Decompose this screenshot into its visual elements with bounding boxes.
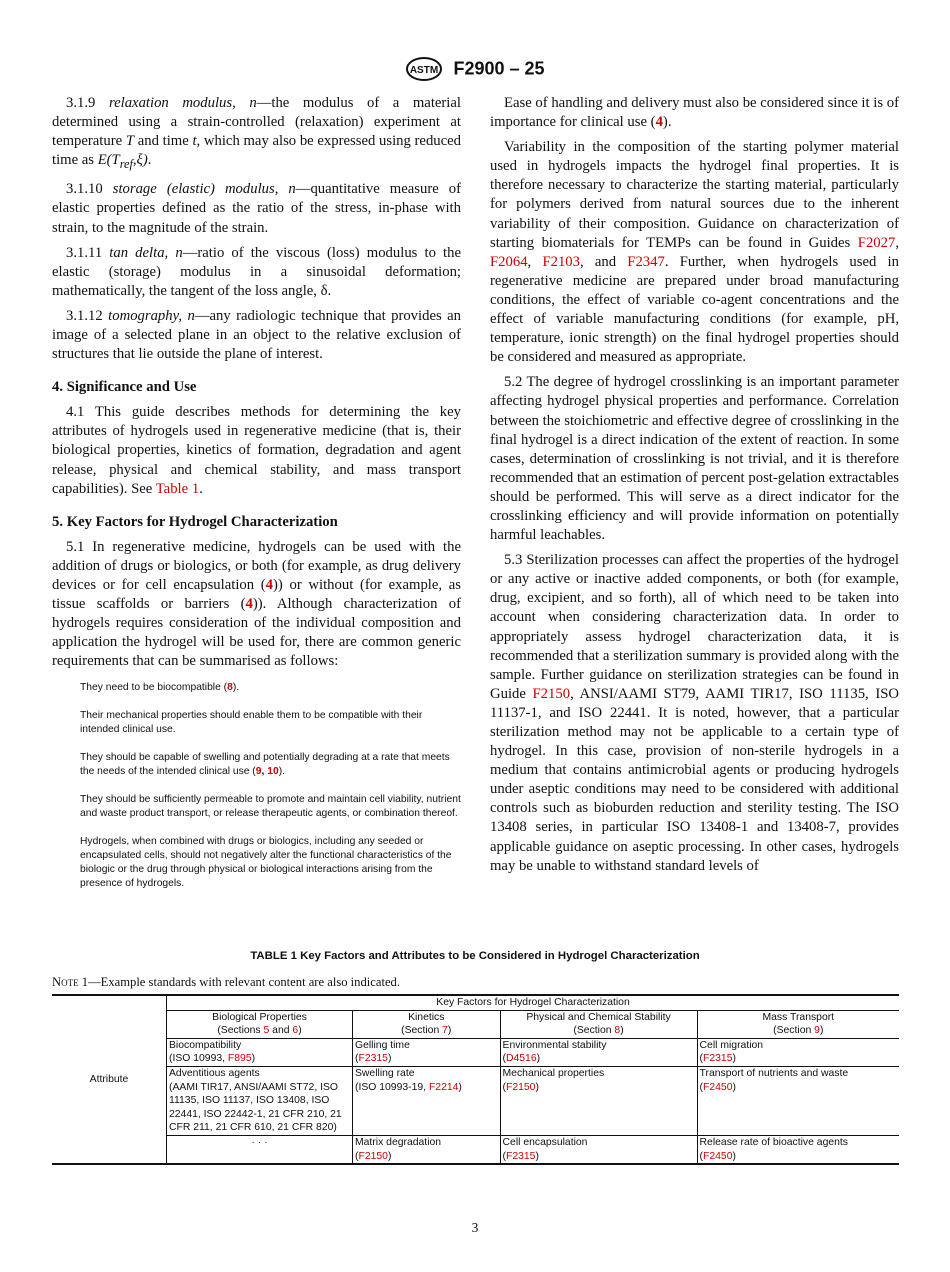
standard-link[interactable]: 7 xyxy=(442,1025,448,1037)
key-factors-table xyxy=(52,994,899,1165)
text-run: Mechanical properties xyxy=(502,1067,605,1079)
standard-link[interactable]: F2450 xyxy=(703,1150,733,1162)
table-cell xyxy=(697,1066,899,1135)
paragraph xyxy=(490,94,899,132)
column-header xyxy=(353,1010,501,1038)
text-run: ( xyxy=(699,1081,704,1093)
text-run: and xyxy=(269,1025,293,1037)
reference-link[interactable]: 8 xyxy=(227,682,233,694)
text-run: —quantitative measure of elastic properties defined as the ratio of the stress, in-phase with strain, to the magnitude of the strain. xyxy=(52,181,461,236)
paragraph xyxy=(52,244,461,301)
text-run: Environmental stability xyxy=(502,1039,607,1051)
italic-term: tomography, n xyxy=(108,307,195,324)
table-cell xyxy=(500,1066,697,1135)
page-number: 3 xyxy=(471,1220,479,1235)
text-run: ( xyxy=(699,1150,704,1162)
paragraph xyxy=(52,94,461,174)
text-run: ). xyxy=(278,766,285,778)
paragraph xyxy=(490,373,899,545)
text-run: ( xyxy=(502,1150,506,1162)
table-cell xyxy=(167,1066,353,1135)
text-run: , xyxy=(895,234,899,251)
text-run: and time xyxy=(134,133,193,150)
right-column xyxy=(490,94,899,882)
text-run: , xyxy=(527,253,543,270)
text-run: ) xyxy=(535,1150,539,1162)
standard-link[interactable]: 6 xyxy=(292,1025,299,1037)
text-run: ) xyxy=(387,1150,392,1162)
paragraph xyxy=(52,403,461,498)
italic-term: ,ξ) xyxy=(132,152,148,169)
list-item xyxy=(80,793,461,821)
text-run: (ISO 10993-19, xyxy=(355,1081,429,1093)
table-cell xyxy=(500,1135,697,1164)
text-run: 4. Significance and Use xyxy=(52,379,197,396)
table-row xyxy=(52,1135,899,1164)
paragraph xyxy=(52,180,461,237)
text-run: ) xyxy=(298,1025,302,1037)
text-run: ) xyxy=(732,1053,736,1065)
standard-link[interactable]: F2150 xyxy=(532,685,571,702)
row-label-attribute: Attribute xyxy=(52,995,167,1164)
column-header xyxy=(697,1010,899,1038)
text-run: . xyxy=(199,480,203,497)
italic-term: relaxation modulus, n xyxy=(108,95,257,111)
standard-link[interactable]: F2027 xyxy=(857,234,896,251)
standard-link[interactable]: F895 xyxy=(227,1053,252,1065)
column-header xyxy=(500,1010,697,1038)
note-label: Note 1 xyxy=(52,975,89,989)
text-run: They should be sufficiently permeable to promote and maintain cell viability, nutrient and waste product transport, or release therapeutic agents, or combination thereof. xyxy=(80,794,461,820)
text-run: Kinetics xyxy=(408,1011,445,1023)
text-run: ) xyxy=(447,1025,452,1037)
paragraph xyxy=(52,538,461,672)
section-heading xyxy=(52,513,461,532)
text-run: ( xyxy=(699,1053,704,1065)
italic-term: storage (elastic) modulus, n xyxy=(112,181,296,198)
text-run: . Further, when hydrogels used in regenerative medicine are prepared under broad manufacturing conditions, the effect of variable co-agent concentrations and the effect of variable manufacturing conditions (for example, pH, temperature, ionic strength) on the final hydrogel properties should be considered and measured as appropriate. xyxy=(490,253,899,366)
text-run: ) xyxy=(620,1025,624,1037)
text-run: 5.2 The degree of hydrogel crosslinking is an important parameter affecting hydrogel physical properties and performance. Correlation between the stoichiometric and effective degree of crosslinking in the final hydrogel is a direct indication of the extent of reaction. In some cases, determination of crosslinking is not trivial, and it is therefore recommended that an estimation of percent post-gelation extractables should be performed. This will serve as a direct indicator for the crosslinking efficiency and will provide information on potentially harmful leachables. xyxy=(490,374,899,544)
text-run: ). xyxy=(232,682,240,694)
table-cell xyxy=(697,1135,899,1164)
table-cell xyxy=(167,1135,353,1164)
text-run: Cell migration xyxy=(699,1039,764,1051)
table-cell xyxy=(500,1038,697,1066)
standard-link[interactable]: 8 xyxy=(614,1025,621,1037)
svg-text:ASTM: ASTM xyxy=(410,65,439,76)
list-item xyxy=(80,681,461,695)
text-run: )). Although characterization of hydrogels requires consideration of the individual composition and application the hydrogel will be used for, there are common generic requirements that can be summarised as follows: xyxy=(52,596,462,670)
page-header xyxy=(0,56,950,82)
text-run: 5. Key Factors for Hydrogel Characterization xyxy=(52,513,338,530)
paragraph xyxy=(490,138,899,367)
standard-link[interactable]: F2214 xyxy=(428,1081,459,1093)
text-run: (ISO 10993, xyxy=(169,1053,228,1065)
text-run: Gelling time xyxy=(355,1039,410,1051)
reference-link[interactable]: 4 xyxy=(265,577,274,593)
text-run: ( xyxy=(502,1053,506,1065)
list-item xyxy=(80,835,461,891)
section-heading xyxy=(52,378,461,397)
reference-link[interactable]: 9 xyxy=(255,766,262,778)
text-run: · · · xyxy=(251,1136,268,1148)
standard-link[interactable]: F2103 xyxy=(542,253,580,270)
text-run: (AAMI TIR17, ANSI/AAMI ST72, ISO 11135, ISO 11137, ISO 13408, ISO 22441, ISO 22442-1, 21 CFR 210, 21 CFR 211, 21 CFR 610, 21 CFR 820) xyxy=(169,1081,342,1134)
requirements-list xyxy=(80,681,461,891)
text-run: Biocompatibility xyxy=(169,1039,242,1051)
group-header: Key Factors for Hydrogel Characterization xyxy=(167,995,900,1010)
italic-term: E(T xyxy=(97,152,120,169)
text-run: —the modulus of a material determined using a strain-controlled (relaxation) experiment at temperature xyxy=(52,95,461,150)
table-row xyxy=(52,1038,899,1066)
text-run: ) xyxy=(732,1081,736,1093)
text-run: 4.1 This guide describes methods for determining the key attributes of hydrogels used in regenerative medicine (that is, their biological properties, kinetics of formation, degradation and agent release, physical and chemical stability, and mass transport capabilities). See xyxy=(52,404,461,497)
astm-logo-icon xyxy=(405,56,443,82)
text-run: Their mechanical properties should enable them to be compatible with their intended clinical use. xyxy=(80,710,423,736)
standard-link[interactable]: F2347 xyxy=(627,253,665,270)
italic-term: t xyxy=(192,133,197,150)
text-run: Swelling rate xyxy=(355,1067,415,1079)
text-run: , ANSI/AAMI ST79, AAMI TIR17, ISO 11135, ISO 11137-1, and ISO 22441. It is noted, however, that a particular sterilization method may not be applicable to a certain type of hydrogel. In this case, provision of non-sterile hydrogels in a medium that contains antimicrobial agents or producing hydrogels under aseptic conditions may need to be considered with additional controls such as bioburden reduction and sterility testing. The ISO 13408 series, in particular ISO 13408-1 and 13408-7, provides applicable guidance on aseptic processing. In other cases, hydrogels may be unable to withstand standard levels of xyxy=(490,685,899,874)
standard-link[interactable]: F2150 xyxy=(358,1150,388,1162)
text-run: Release rate of bioactive agents xyxy=(699,1136,848,1148)
table-cell xyxy=(353,1066,501,1135)
text-run: ) xyxy=(536,1053,541,1065)
text-run: Physical and Chemical Stability xyxy=(526,1011,671,1023)
note-text: —Example standards with relevant content are also indicated. xyxy=(88,975,400,989)
text-run: ) xyxy=(732,1150,736,1162)
text-run: Cell encapsulation xyxy=(502,1136,588,1148)
text-run: 3.1.9 xyxy=(66,95,109,111)
italic-term: T xyxy=(125,133,135,150)
text-run: 3.1.12 xyxy=(66,307,109,324)
text-run: ) xyxy=(251,1053,256,1065)
table-cell xyxy=(167,1038,353,1066)
column-header xyxy=(167,1010,353,1038)
text-run: , xyxy=(261,766,268,778)
text-run: (Sections xyxy=(217,1025,264,1037)
text-run: ) xyxy=(387,1053,392,1065)
text-run: . xyxy=(147,152,152,169)
list-item xyxy=(80,751,461,779)
standard-link[interactable]: Table 1 xyxy=(155,480,200,497)
standard-link[interactable]: F2315 xyxy=(703,1053,733,1065)
text-run: 5.1 In regenerative medicine, hydrogels can be used with the addition of drugs or biologics, or both (for example, as drug delivery devices or for cell encapsulation ( xyxy=(52,538,461,593)
reference-link[interactable]: 4 xyxy=(245,596,253,613)
table-cell xyxy=(697,1038,899,1066)
standard-designation: F2900 – 25 xyxy=(453,58,545,79)
standard-link[interactable]: F2064 xyxy=(490,253,528,270)
standard-link[interactable]: F2315 xyxy=(358,1053,388,1065)
text-run: —ratio of the viscous (loss) modulus to the elastic (storage) modulus in a sinusoidal deformation; mathematically, the tangent of the loss angle, δ. xyxy=(52,244,461,299)
text-run: Matrix degradation xyxy=(355,1136,442,1148)
standard-link[interactable]: D4516 xyxy=(506,1053,537,1065)
text-run: Adventitious agents xyxy=(169,1067,260,1079)
list-item xyxy=(80,709,461,737)
table-cell xyxy=(353,1038,501,1066)
standard-link[interactable]: 5 xyxy=(263,1025,270,1037)
text-run: —any radiologic technique that provides an image of a selected plane in an object to the relative exclusion of structures that lie outside the plane of interest. xyxy=(52,307,461,363)
text-run: Variability in the composition of the starting polymer material used in hydrogels impacts the hydrogel final properties. It is therefore necessary to characterize the starting material, particularly for polymers derived from natural sources due to the inherent variability of their composition. Guidance on characterization of starting biomaterials for TEMPs can be found in Guides xyxy=(490,139,899,251)
standard-link[interactable]: F2450 xyxy=(703,1081,733,1093)
text-run: (Section xyxy=(773,1025,815,1037)
table-group-row xyxy=(52,995,899,1010)
text-run: 5.3 Sterilization processes can affect the properties of the hydrogel or any active or inactive added components, or both (for example, drug, excipient, and so forth), all of which need to be taken into account when considering characterization data. In order to appropriately assess hydrogel characterization data, it is recommended that a sterilization summary is provided along with the sample. Further guidance on sterilization strategies can be found in Guide xyxy=(490,552,899,702)
text-run: ( xyxy=(355,1053,359,1065)
text-run: )) or without (for example, as tissue scaffolds or barriers ( xyxy=(52,577,461,613)
text-run: ) xyxy=(458,1081,462,1093)
text-run: (Section xyxy=(401,1025,443,1037)
text-run: ( xyxy=(355,1150,359,1162)
paragraph xyxy=(52,307,461,364)
text-run: 3.1.11 xyxy=(66,244,110,261)
text-run: 3.1.10 xyxy=(66,181,113,198)
text-run: ). xyxy=(662,114,672,131)
left-column xyxy=(52,94,461,905)
table-note xyxy=(52,975,400,990)
standard-link[interactable]: F2315 xyxy=(506,1150,536,1162)
text-run: Transport of nutrients and waste xyxy=(699,1067,849,1079)
text-run: ( xyxy=(502,1081,506,1093)
table-row xyxy=(52,1066,899,1135)
table-cell xyxy=(353,1135,501,1164)
text-run: Hydrogels, when combined with drugs or biologics, including any seeded or encapsulated cells, should not negatively alter the functional characteristics of the biologic or the drug through physical or biological interactions arising from the presence of hydrogels. xyxy=(80,836,452,890)
text-run: Ease of handling and delivery must also be considered since it is of importance for clinical use ( xyxy=(490,95,899,131)
table-title: TABLE 1 Key Factors and Attributes to be Considered in Hydrogel Characterization xyxy=(250,950,700,962)
text-run: (Section xyxy=(573,1025,615,1037)
standard-link[interactable]: 9 xyxy=(814,1025,820,1037)
reference-link[interactable]: 10 xyxy=(267,766,279,778)
paragraph xyxy=(490,551,899,876)
subscript: ref xyxy=(119,157,133,172)
text-run: ) xyxy=(819,1025,824,1037)
text-run: , and xyxy=(579,253,628,270)
standard-link[interactable]: F2150 xyxy=(506,1081,536,1093)
text-run: They should be capable of swelling and potentially degrading at a rate that meets the needs of the intended clinical use ( xyxy=(80,752,450,778)
text-run: They need to be biocompatible ( xyxy=(80,682,228,694)
reference-link[interactable]: 4 xyxy=(655,114,663,131)
italic-term: tan delta, n xyxy=(109,244,183,261)
text-run: ) xyxy=(535,1081,539,1093)
text-run: Biological Properties xyxy=(212,1011,307,1023)
text-run: , which may also be expressed using reduced time as xyxy=(52,133,462,169)
text-run: Mass Transport xyxy=(762,1011,835,1023)
column-header-row xyxy=(52,1010,899,1038)
